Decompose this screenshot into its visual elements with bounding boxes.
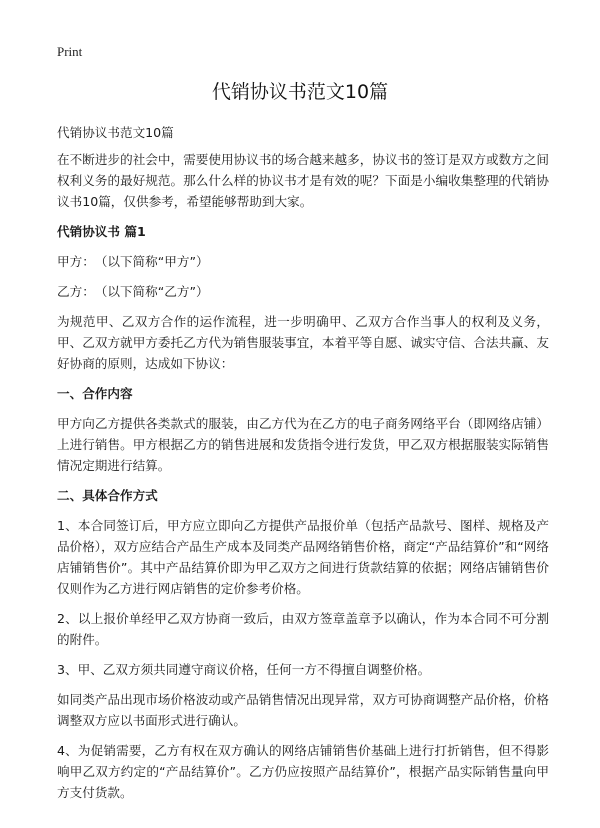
subtitle: 代销协议书范文10篇 <box>57 125 174 140</box>
clause-3-supplement: 如同类产品出现市场价格波动或产品销售情况出现异常，双方可协商调整产品价格，价格调整双方应以书面形式进行确认。 <box>57 692 549 728</box>
party-a-line: 甲方： （以下简称“甲方”） <box>57 254 209 269</box>
document-body <box>57 122 549 812</box>
clause-2: 2、以上报价单经甲乙双方协商一致后，由双方签章盖章予以确认，作为本合同不可分割的附件。 <box>57 611 549 647</box>
print-link[interactable]: Print <box>57 44 83 59</box>
heading-cooperation-method: 二、具体合作方式 <box>57 488 158 503</box>
cooperation-content-paragraph: 甲方向乙方提供各类款式的服装，由乙方代为在乙方的电子商务网络平台（即网络店铺）上进行销售。甲方根据乙方的销售进展和发货指令进行发货，甲乙双方根据服装实际销售情况定期进行结算。 <box>57 416 549 473</box>
clause-1: 1、本合同签订后，甲方应立即向乙方提供产品报价单（包括产品款号、图样、规格及产品价格），双方应结合产品生产成本及同类产品网络销售价格，商定“产品结算价”和“网络店铺销售价”。其中产品结算价即为甲乙双方之间进行货款结算的依据；网络店铺销售价仅则作为乙方进行网店销售的定价参考价格。 <box>57 518 549 596</box>
intro-paragraph: 在不断进步的社会中，需要使用协议书的场合越来越多，协议书的签订是双方或数方之间权利义务的最好规范。那么什么样的协议书才是有效的呢？下面是小编收集整理的代销协议书10篇，仅供参考，希望能够帮助到大家。 <box>57 152 549 209</box>
document-title: 代销协议书范文10篇 <box>211 81 389 103</box>
party-b-line: 乙方： （以下简称“乙方”） <box>57 284 209 299</box>
section-heading: 代销协议书 篇1 <box>57 224 146 239</box>
heading-cooperation-content: 一、合作内容 <box>57 386 133 401</box>
clause-3: 3、甲、乙双方须共同遵守商议价格，任何一方不得擅自调整价格。 <box>57 662 431 677</box>
clause-4: 4、为促销需要，乙方有权在双方确认的网络店铺销售价基础上进行打折销售，但不得影响甲乙双方约定的“产品结算价”。乙方仍应按照产品结算价”，根据产品实际销售量向甲方支付货款。 <box>57 743 549 800</box>
preamble-paragraph: 为规范甲、乙双方合作的运作流程，进一步明确甲、乙双方合作当事人的权利及义务，甲、乙双方就甲方委托乙方代为销售服装事宜，本着平等自愿、诚实守信、合法共赢、友好协商的原则，达成如下协议： <box>57 314 549 371</box>
